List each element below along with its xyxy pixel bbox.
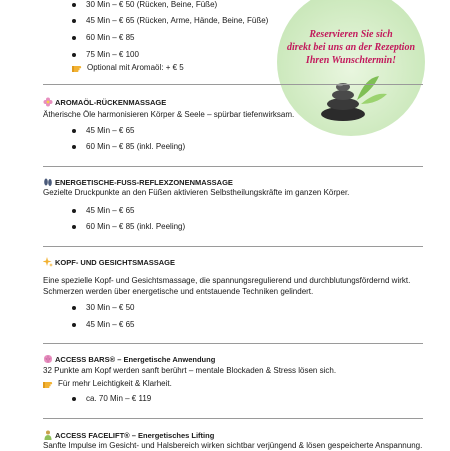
section-divider bbox=[43, 246, 423, 247]
access-note bbox=[43, 378, 172, 389]
price-item: ca. 70 Min – € 119 bbox=[86, 394, 152, 403]
section-desc: Eine spezielle Kopf- und Gesichtsmassage, die spannungsregulierend und durchblutungsfördernd wirkt. bbox=[43, 276, 411, 285]
price-item: 45 Min – € 65 bbox=[86, 206, 135, 215]
section-title: ACCESS BARS® – Energetische Anwendung bbox=[43, 354, 215, 365]
section-desc: Schmerzen werden über energetische und entstauende Techniken gelindert. bbox=[43, 287, 314, 296]
reservation-line-3: Ihren Wunschtermin! bbox=[305, 55, 397, 66]
pointing-hand-icon bbox=[43, 378, 55, 389]
aroma-option-note bbox=[72, 62, 184, 73]
price-item: 45 Min – € 65 bbox=[86, 126, 135, 135]
section-divider bbox=[43, 84, 423, 85]
section-desc: Ätherische Öle harmonisieren Körper & Seele – spürbar tiefenwirksam. bbox=[43, 110, 295, 119]
stacked-stones-icon bbox=[313, 70, 389, 122]
flower-icon bbox=[43, 97, 55, 108]
price-item: 75 Min – € 100 bbox=[86, 50, 139, 59]
access-note-text: Für mehr Leichtigkeit & Klarheit. bbox=[58, 379, 172, 388]
price-item: 60 Min – € 85 (inkl. Peeling) bbox=[86, 222, 186, 231]
price-item: 45 Min – € 65 (Rücken, Arme, Hände, Beine, Füße) bbox=[86, 16, 269, 25]
reservation-line-1: Reservieren Sie sich bbox=[309, 29, 393, 40]
section-desc: 32 Punkte am Kopf werden sanft berührt – mentale Blockaden & Stress lösen sich. bbox=[43, 366, 337, 375]
price-item: 45 Min – € 65 bbox=[86, 320, 135, 329]
price-item: 30 Min – € 50 (Rücken, Beine, Füße) bbox=[86, 0, 218, 9]
section-title: ACCESS FACELIFT® – Energetisches Lifting bbox=[43, 430, 214, 441]
reservation-text bbox=[277, 28, 425, 67]
pointing-hand-icon bbox=[72, 62, 84, 73]
brain-icon bbox=[43, 354, 55, 365]
section-title: KOPF- UND GESICHTSMASSAGE bbox=[43, 257, 175, 268]
reservation-line-2: direkt bei uns an der Rezeption bbox=[286, 42, 416, 53]
section-title: AROMAÖL-RÜCKENMASSAGE bbox=[43, 97, 166, 108]
section-desc: Sanfte Impulse im Gesicht- und Halsbereich wirken sichtbar verjüngend & lösen gespeicherte Anspannung. bbox=[43, 441, 423, 450]
section-divider bbox=[43, 343, 423, 344]
section-title: ENERGETISCHE-FUSS-REFLEXZONENMASSAGE bbox=[43, 177, 233, 188]
price-item: 30 Min – € 50 bbox=[86, 303, 135, 312]
price-item: 60 Min – € 85 (inkl. Peeling) bbox=[86, 142, 186, 151]
section-divider bbox=[43, 418, 423, 419]
price-item: 60 Min – € 85 bbox=[86, 33, 135, 42]
reservation-badge bbox=[277, 0, 425, 136]
aroma-option-text: Optional mit Aromaöl: + € 5 bbox=[87, 63, 184, 72]
section-divider bbox=[43, 166, 423, 167]
sparkles-icon bbox=[43, 257, 55, 268]
section-desc: Gezielte Druckpunkte an den Füßen aktivieren Selbstheilungskräfte im ganzen Körper. bbox=[43, 188, 350, 197]
